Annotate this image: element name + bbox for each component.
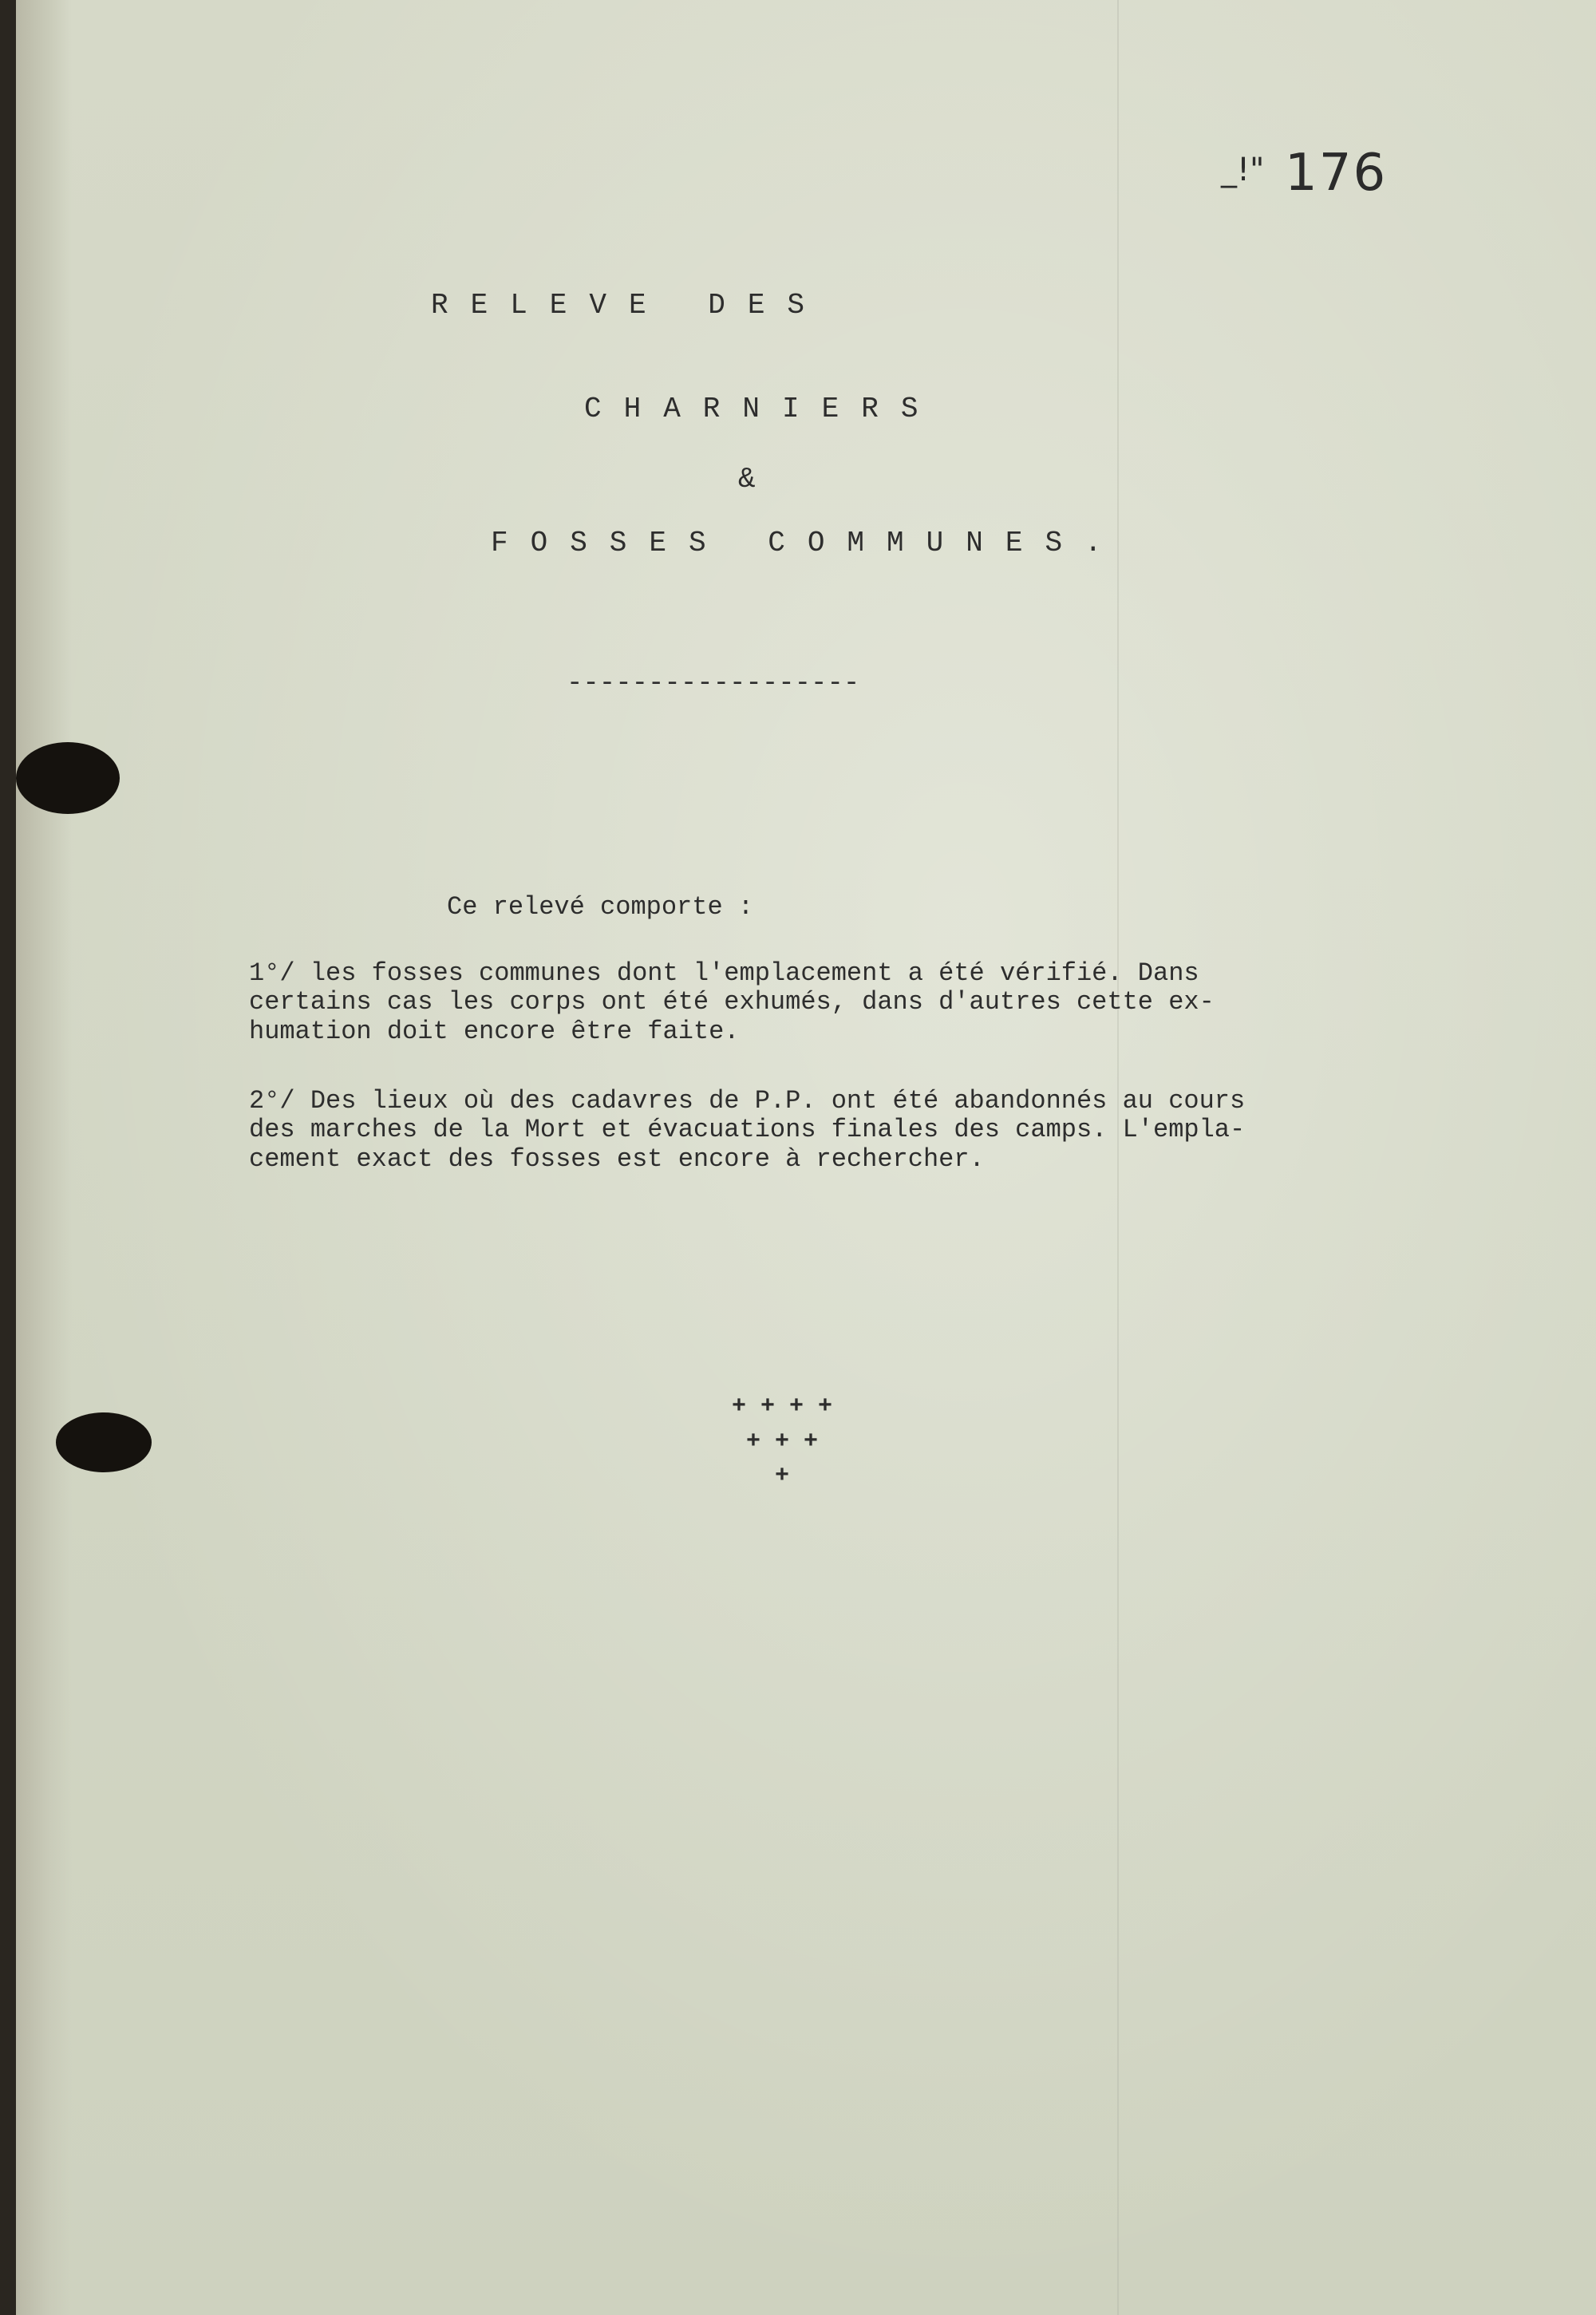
intro-text: Ce relevé comporte : xyxy=(447,892,754,922)
title-line-1: RELEVE DES xyxy=(431,289,828,322)
crosses-row-1: + + + + xyxy=(731,1393,833,1420)
title-line-4: FOSSES COMMUNES. xyxy=(491,527,1124,559)
document-page xyxy=(16,0,1596,2315)
closing-crosses xyxy=(710,1390,854,1495)
title-separator: ------------------ xyxy=(567,669,860,699)
title-line-3: & xyxy=(738,463,756,496)
crosses-row-2: + + + xyxy=(745,1428,818,1456)
punch-hole-bottom xyxy=(56,1412,152,1472)
page-number: 176 xyxy=(1285,144,1388,203)
punch-hole-top xyxy=(16,742,120,814)
page-mark: _!" xyxy=(1221,152,1265,188)
item-2-text: 2°/ Des lieux où des cadavres de P.P. ont été abandonnés au cours des marches de la Mort et évacuations finales des camps. L'empla- cement exact des fosses est encore à rechercher. xyxy=(249,1086,1246,1174)
page-left-edge xyxy=(16,0,72,2315)
item-1-text: 1°/ les fosses communes dont l'emplacement a été vérifié. Dans certains cas les corps ont été exhumés, dans d'autres cette ex- humation doit encore être faite. xyxy=(249,958,1215,1046)
crosses-row-3: + xyxy=(774,1463,789,1490)
title-line-2: CHARNIERS xyxy=(584,393,941,425)
